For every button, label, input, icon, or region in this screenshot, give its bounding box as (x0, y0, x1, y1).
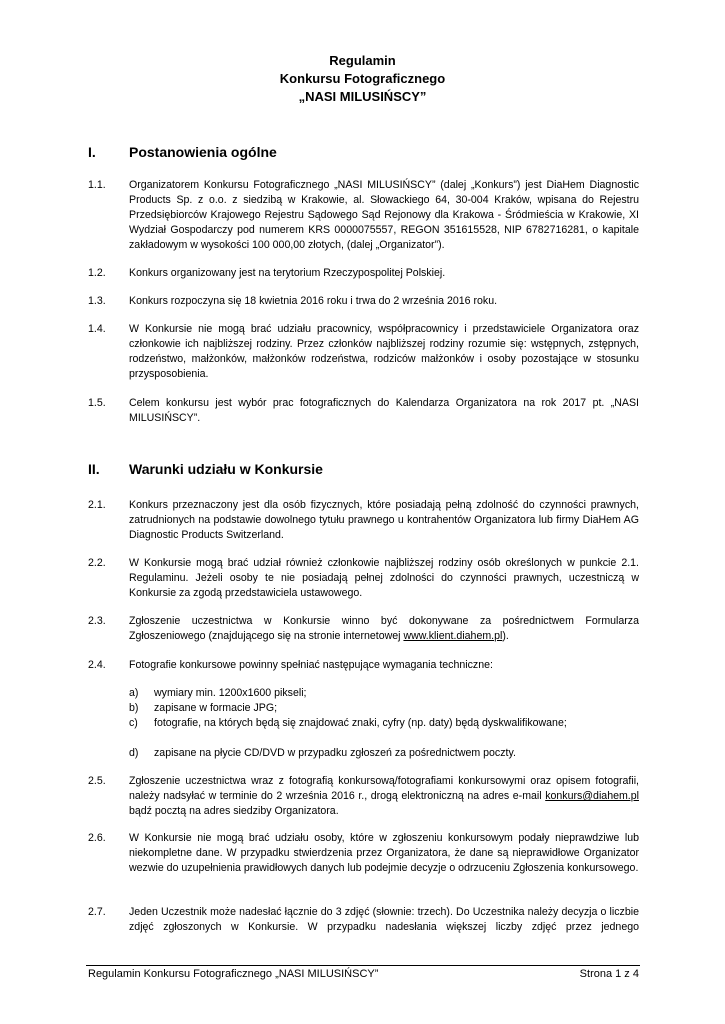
clause-text: Fotografie konkursowe powinny spełniać następujące wymagania techniczne: (129, 659, 493, 671)
requirement-label: b) (129, 702, 139, 714)
clause-text: Organizatorem Konkursu Fotograficznego „NASI MILUSIŃSCY” (dalej „Konkurs”) jest DiaHem Diagnostic Products Sp. z o.o. z siedzibą w Krakowie, al. Słowackiego 64, 30-004 Kraków, wpisana do Rejestru Przedsiębiorców Krajowego Rejestru Sądowego Sąd Rejonowy dla Krakowa - Śródmieścia w Krakowie, XI Wydział Gospodarczy pod numerem KRS 0000075557, REGON 351615528, NIP 6782716281, o kapitale zakładowym w wysokości 100 000,00 złotych, (dalej „Organizator”). (129, 179, 639, 251)
clause-1-3 (88, 294, 639, 309)
clause-text (129, 614, 639, 644)
clause-1-2 (88, 266, 639, 281)
clause-text: W Konkursie mogą brać udział również członkowie najbliższej rodziny osób określonych w punkcie 2.1. Regulaminu. Jeżeli osoby te nie posiadają pełnej zdolności do czynności prawnych, uczestniczą w Konkursie za zgodą przedstawiciela ustawowego. (129, 557, 639, 599)
clause-text: W Konkursie nie mogą brać udziału pracownicy, współpracownicy i przedstawiciele Organizatora oraz członkowie ich najbliższej rodziny. Przez członków najbliższej rodziny rozumie się: wstępnych, zstępnych, rodzeństwo, małżonków, małżonków rodzeństwa, rodziców małżonków i osoby pozostające w stosunku przysposobienia. (129, 323, 639, 380)
clause-text: W Konkursie nie mogą brać udziału osoby, które w zgłoszeniu konkursowym podały nieprawdziwe lub niekompletne dane. W przypadku stwierdzenia przez Organizatora, że dane są nieprawidłowe Organizator wezwie do uzupełnienia prawidłowych danych lub podejmie decyzje o odrzuceniu Zgłoszenia konkursowego. (129, 832, 639, 874)
clause-text-part: ). (502, 630, 509, 642)
clause-text: Konkurs rozpoczyna się 18 kwietnia 2016 roku i trwa do 2 września 2016 roku. (129, 295, 498, 307)
clause-number: 2.2. (88, 557, 106, 569)
clause-number: 1.3. (88, 295, 106, 307)
email-link[interactable]: konkurs@diahem.pl (545, 790, 639, 802)
requirement-label: c) (129, 717, 138, 729)
footer-document-title: Regulamin Konkursu Fotograficznego „NASI MILUSIŃSCY” (88, 968, 379, 980)
clause-text: Jeden Uczestnik może nadesłać łącznie do 3 zdjęć (słownie: trzech). Do Uczestnika należy decyzja o liczbie zdjęć zgłoszonych w Konkursie. W przypadku nadesłania większej liczby zdjęć przez jednego (129, 906, 639, 933)
doc-title-line-2: Konkursu Fotograficznego (279, 71, 446, 86)
section-number: II. (88, 461, 100, 477)
footer-divider (86, 965, 640, 966)
clause-text (129, 774, 639, 819)
clause-number: 2.7. (88, 906, 106, 918)
clause-number: 2.1. (88, 499, 106, 511)
clause-2-6 (88, 831, 639, 876)
section-title: Warunki udziału w Konkursie (129, 461, 323, 477)
doc-title-line-1: Regulamin (329, 53, 396, 68)
section-number: I. (88, 144, 96, 160)
clause-text-part: Zgłoszenie uczestnictwa w Konkursie winno być dokonywane za pośrednictwem Formularza Zgłoszeniowego (znajdującego się na stronie internetowej (129, 615, 639, 642)
requirement-item (129, 686, 639, 701)
clause-number: 1.4. (88, 323, 106, 335)
clause-text: Celem konkursu jest wybór prac fotograficznych do Kalendarza Organizatora na rok 2017 pt. „NASI MILUSIŃSCY”. (129, 397, 639, 424)
clause-number: 2.5. (88, 775, 106, 787)
requirement-item (129, 701, 639, 716)
doc-title-line-3: „NASI MILUSIŃSCY” (298, 89, 427, 104)
clause-1-5 (88, 396, 639, 426)
clause-text: Konkurs organizowany jest na terytorium Rzeczypospolitej Polskiej. (129, 267, 446, 279)
requirement-label: d) (129, 747, 139, 759)
clause-number: 2.3. (88, 615, 106, 627)
clause-2-5 (88, 774, 639, 819)
clause-number: 2.4. (88, 659, 106, 671)
requirement-item (129, 716, 639, 731)
clause-text-part: bądź pocztą na adres siedziby Organizatora. (129, 805, 339, 817)
clause-2-1 (88, 498, 639, 543)
section-title: Postanowienia ogólne (129, 144, 277, 160)
clause-1-4 (88, 322, 639, 382)
requirement-text: wymiary min. 1200x1600 pikseli; (154, 687, 307, 699)
clause-1-1 (88, 178, 639, 253)
requirement-text: zapisane w formacie JPG; (154, 702, 278, 714)
clause-text: Konkurs przeznaczony jest dla osób fizycznych, które posiadają pełną zdolność do czynności prawnych, zatrudnionych na podstawie dowolnego tytułu prawnego u kontrahentów Organizatora lub firmy DiaHem AG Diagnostic Products Switzerland. (129, 499, 639, 541)
requirement-text: fotografie, na których będą się znajdować znaki, cyfry (np. daty) będą dyskwalifikowane; (154, 717, 567, 729)
clause-number: 2.6. (88, 832, 106, 844)
clause-2-4 (88, 658, 639, 673)
clause-number: 1.5. (88, 397, 106, 409)
requirement-text: zapisane na płycie CD/DVD w przypadku zgłoszeń za pośrednictwem poczty. (154, 747, 516, 759)
clause-number: 1.1. (88, 179, 106, 191)
footer-page-number: Strona 1 z 4 (579, 968, 639, 980)
website-link[interactable]: www.klient.diahem.pl (403, 630, 503, 642)
clause-number: 1.2. (88, 267, 106, 279)
clause-2-2 (88, 556, 639, 601)
clause-text-part: Zgłoszenie uczestnictwa wraz z fotografią konkursową/fotografiami konkursowymi oraz opisem fotografii, należy nadsyłać w terminie do 2 września 2016 r., drogą elektroniczną na adres e-mail (129, 775, 639, 802)
clause-2-3 (88, 614, 639, 644)
requirement-item (129, 746, 639, 761)
clause-2-7 (88, 905, 639, 935)
requirement-label: a) (129, 687, 139, 699)
